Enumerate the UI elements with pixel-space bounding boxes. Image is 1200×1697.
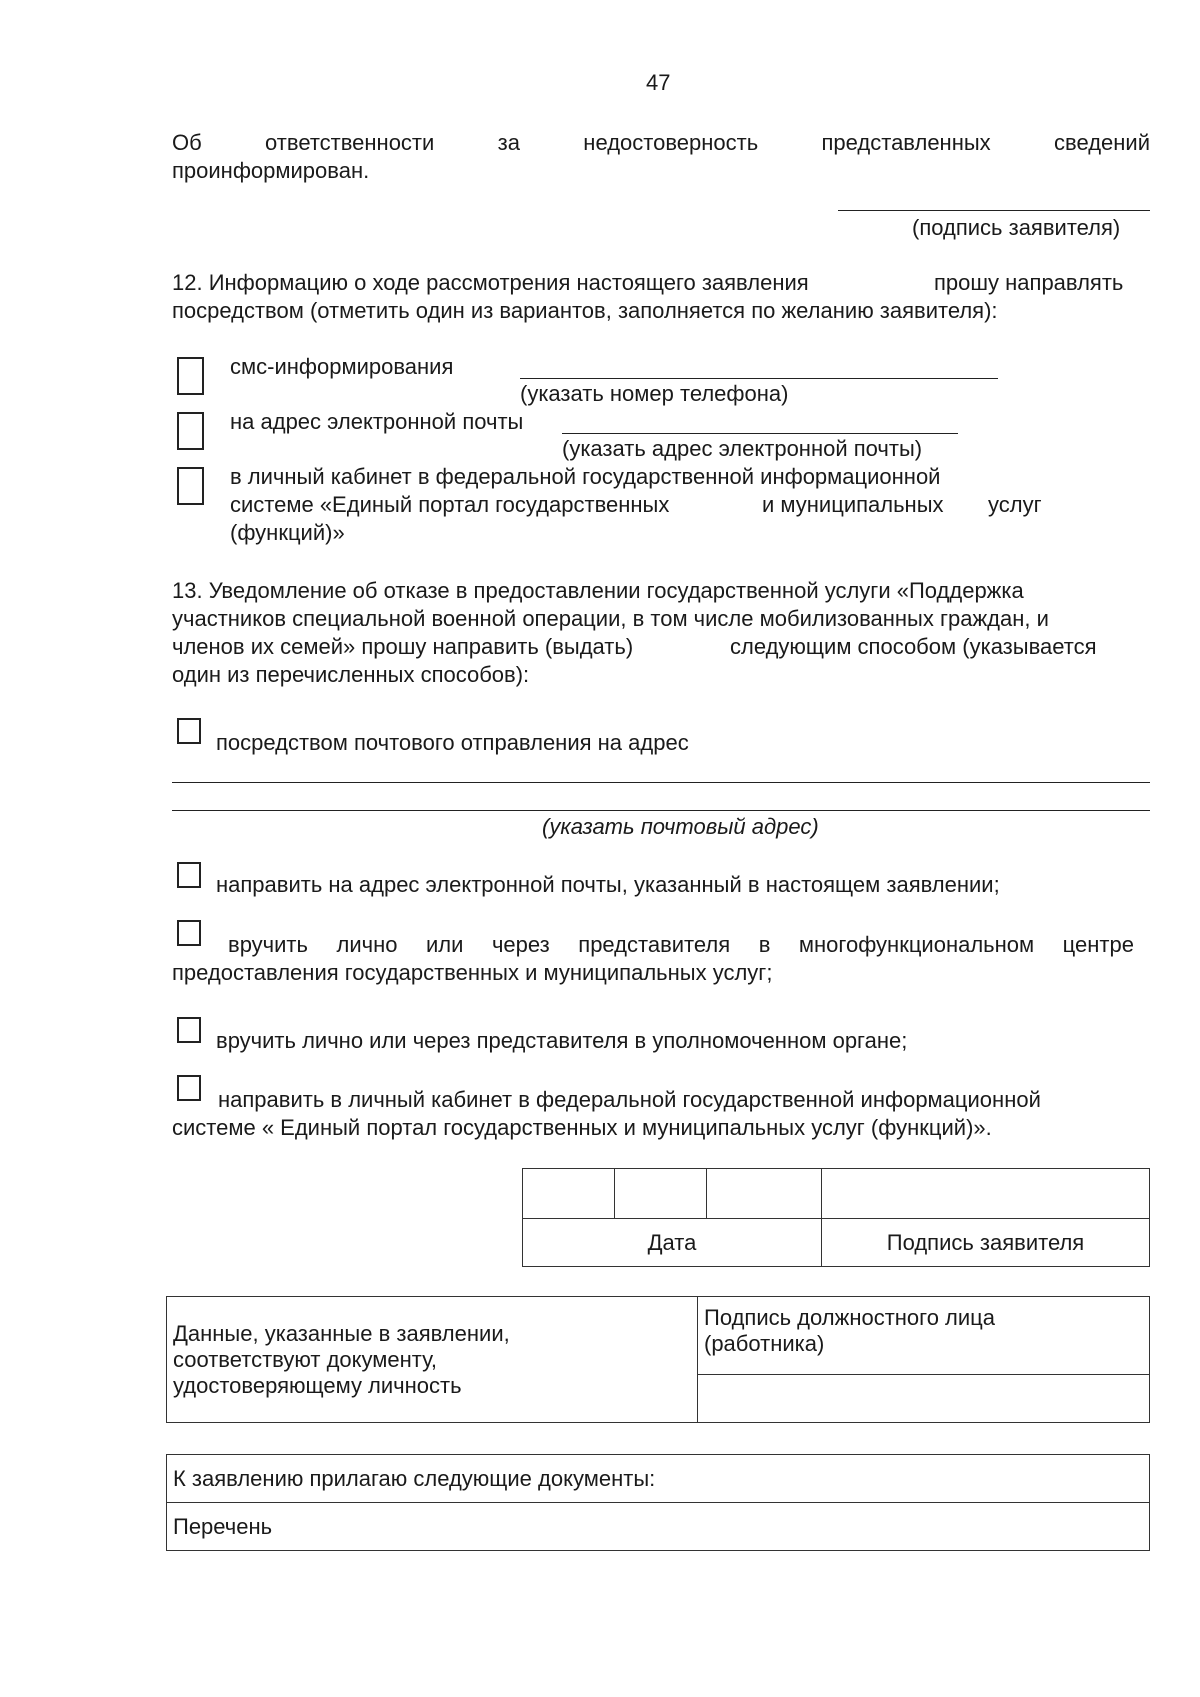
notify-email-option-label: направить на адрес электронной почты, указанный в настоящем заявлении; [216, 872, 1000, 897]
official-verification-table [166, 1296, 1150, 1423]
phone-number-hint: (указать номер телефона) [520, 381, 789, 406]
section12-line-1-tail: прошу направлять [934, 270, 1124, 295]
section12-line-2: посредством (отметить один из вариантов, заполняется по желанию заявителя): [172, 298, 998, 323]
postal-address-line-2[interactable] [172, 810, 1150, 811]
responsibility-line-2: проинформирован. [172, 158, 370, 183]
applicant-signature-caption: (подпись заявителя) [912, 215, 1121, 240]
attachments-table [166, 1454, 1150, 1551]
date-day-cell[interactable] [523, 1169, 615, 1219]
section13-line-1: 13. Уведомление об отказе в предоставлении государственной услуги «Поддержка [172, 578, 1024, 603]
applicant-signature-cell[interactable] [822, 1169, 1150, 1219]
section12-line-1: 12. Информацию о ходе рассмотрения настоящего заявления [172, 270, 809, 295]
authority-checkbox[interactable] [177, 1017, 201, 1043]
notify-cabinet-line-1: направить в личный кабинет в федеральной государственной информационной [218, 1087, 1041, 1112]
official-signature-header [698, 1297, 1150, 1375]
attachments-header: К заявлению прилагаю следующие документы: [167, 1455, 1150, 1503]
email-address-field[interactable] [562, 433, 958, 434]
postal-address-hint: (указать почтовый адрес) [542, 814, 819, 839]
email-address-hint: (указать адрес электронной почты) [562, 436, 923, 461]
post-checkbox[interactable] [177, 718, 201, 744]
attachments-list-row[interactable]: Перечень [167, 1503, 1150, 1551]
identity-verification-line-2: соответствуют документу, [173, 1346, 438, 1372]
notify-cabinet-line-2: системе « Единый портал государственных и муниципальных услуг (функций)». [172, 1115, 992, 1140]
date-label: Дата [523, 1219, 822, 1267]
notify-cabinet-checkbox[interactable] [177, 1075, 201, 1101]
personal-cabinet-line-2c: услуг [988, 492, 1042, 517]
personal-cabinet-checkbox[interactable] [177, 467, 204, 505]
notify-email-checkbox[interactable] [177, 862, 201, 888]
mfc-option-line-1: вручить лично или через представителя в многофункциональном центре [228, 932, 1134, 957]
section13-line-3b: следующим способом (указывается [730, 634, 1097, 659]
section13-line-4: один из перечисленных способов): [172, 662, 530, 687]
sms-option-label: смс-информирования [230, 354, 454, 379]
authority-option-label: вручить лично или через представителя в уполномоченном органе; [216, 1028, 908, 1053]
date-signature-table [522, 1168, 1150, 1267]
email-checkbox[interactable] [177, 412, 204, 450]
date-year-cell[interactable] [707, 1169, 822, 1219]
personal-cabinet-line-1: в личный кабинет в федеральной государственной информационной [230, 464, 941, 489]
identity-verification-line-3: удостоверяющему личность [173, 1372, 462, 1398]
phone-number-field[interactable] [520, 378, 998, 379]
page-number: 47 [646, 70, 671, 95]
mfc-option-line-2: предоставления государственных и муниципальных услуг; [172, 960, 773, 985]
mfc-checkbox[interactable] [177, 920, 201, 946]
personal-cabinet-line-3: (функций)» [230, 520, 345, 545]
sms-checkbox[interactable] [177, 357, 204, 395]
post-option-label: посредством почтового отправления на адрес [216, 730, 689, 755]
section13-line-3a: членов их семей» прошу направить (выдать) [172, 634, 634, 659]
identity-verification-cell [167, 1297, 698, 1423]
official-signature-header-line-1: Подпись должностного лица [704, 1305, 996, 1330]
personal-cabinet-line-2b: и муниципальных [762, 492, 944, 517]
applicant-signature-label: Подпись заявителя [822, 1219, 1150, 1267]
applicant-signature-line[interactable] [838, 210, 1150, 211]
section13-line-2: участников специальной военной операции, в том числе мобилизованных граждан, и [172, 606, 1049, 631]
official-signature-cell[interactable] [698, 1375, 1150, 1423]
official-signature-header-line-2: (работника) [704, 1331, 825, 1356]
date-month-cell[interactable] [615, 1169, 707, 1219]
identity-verification-line-1: Данные, указанные в заявлении, [173, 1320, 510, 1346]
email-option-label: на адрес электронной почты [230, 409, 524, 434]
postal-address-line-1[interactable] [172, 782, 1150, 783]
personal-cabinet-line-2a: системе «Единый портал государственных [230, 492, 670, 517]
responsibility-line-1: Об ответственности за недостоверность представленных сведений [172, 130, 1150, 155]
